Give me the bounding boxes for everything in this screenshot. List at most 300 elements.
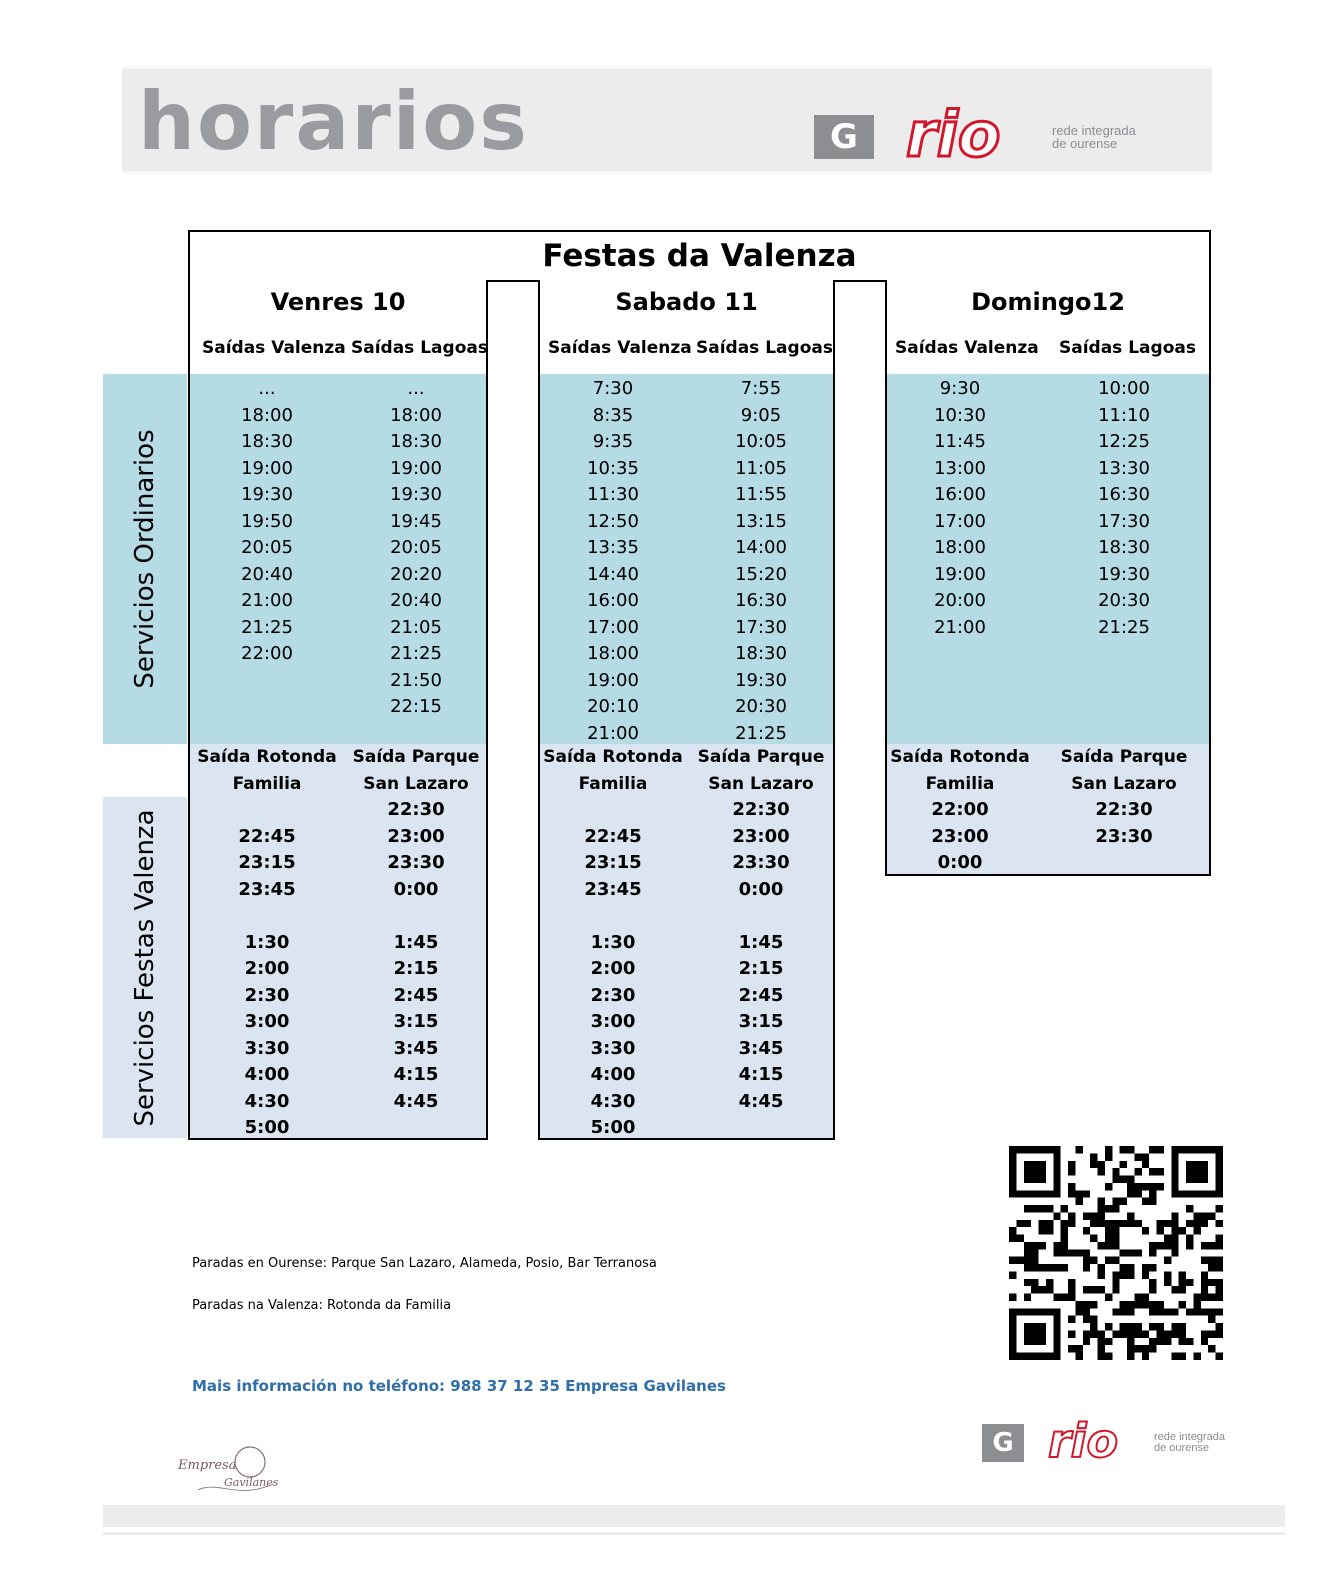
qr-module [1039,1205,1046,1212]
qr-module [1031,1205,1038,1212]
time-cell: 3:45 [738,1037,784,1059]
qr-module [1009,1353,1061,1360]
qr-module [1216,1279,1223,1286]
time-cell: 13:30 [1098,457,1150,479]
qr-module [1009,1235,1016,1242]
time-cell: 16:00 [587,590,639,611]
qr-module [1164,1308,1171,1315]
qr-module [1120,1330,1127,1337]
qr-module [1105,1257,1112,1264]
qr-module [1142,1183,1149,1190]
time-cell: 10:05 [735,431,787,452]
qr-module [1127,1190,1134,1197]
qr-module [1068,1168,1075,1175]
qr-module [1083,1190,1090,1197]
qr-module [1098,1205,1105,1212]
qr-module [1142,1161,1149,1168]
qr-module [1083,1257,1090,1264]
time-cell: 23:30 [387,852,445,873]
qr-module [1149,1308,1156,1315]
qr-module [1157,1323,1164,1330]
qr-module [1149,1242,1156,1249]
qr-module [1024,1323,1046,1345]
qr-module [1009,1146,1016,1198]
qr-module [1171,1146,1178,1198]
qr-module [1090,1220,1097,1227]
qr-module [1193,1308,1200,1315]
festas-header-rotonda: Saída Rotonda Familia [543,747,683,794]
rio-sub-line1: rede integrada [1052,123,1136,138]
day-name: Venres 10 [270,288,406,316]
qr-module [1164,1235,1171,1242]
qr-module [1127,1183,1134,1190]
time-cell: 21:00 [241,590,293,611]
qr-module [1046,1286,1053,1293]
qr-module [1208,1212,1215,1219]
time-cell: 9:05 [740,404,782,426]
qr-module [1112,1205,1119,1212]
qr-module [1098,1198,1105,1205]
time-cell: 21:25 [1098,616,1150,638]
rio-footer-sub-line2: de ourense [1154,1442,1210,1454]
qr-module [1120,1301,1127,1308]
qr-module [1127,1353,1134,1360]
time-cell: 17:00 [587,616,639,638]
qr-module [1164,1242,1171,1249]
qr-module [1031,1264,1038,1271]
time-cell: 13:00 [934,457,986,479]
qr-module [1179,1323,1186,1330]
qr-module [1134,1220,1141,1227]
qr-module [1157,1338,1164,1345]
qr-module [1216,1323,1223,1330]
time-cell: 12:50 [587,510,639,532]
side-label-ordinary: Servicios Ordinarios [130,429,160,689]
qr-module [1127,1330,1134,1337]
time-cell: 20:20 [390,563,442,585]
qr-module [1053,1146,1060,1198]
qr-module [1171,1308,1178,1315]
time-cell: 7:55 [740,378,782,399]
time-cell: 18:30 [241,431,293,452]
column-header-valenza: Saídas Valenza [548,338,692,358]
qr-module [1098,1330,1105,1337]
day-header [887,280,1209,372]
qr-module [1039,1227,1046,1234]
time-cell: 18:00 [587,643,639,664]
qr-module [1090,1301,1097,1308]
qr-module [1105,1235,1112,1242]
qr-module [1053,1242,1060,1249]
qr-module [1098,1286,1105,1293]
qr-module [1193,1301,1200,1308]
qr-module [1009,1294,1016,1301]
qr-module [1208,1345,1215,1352]
qr-module [1201,1279,1208,1286]
qr-module [1120,1176,1127,1183]
time-cell: 10:35 [587,457,639,479]
qr-module [1120,1271,1127,1278]
column-header-valenza: Saídas Valenza [895,338,1039,358]
time-cell: 12:25 [1098,431,1150,452]
qr-module [1083,1249,1090,1256]
qr-module [1098,1271,1105,1278]
qr-module [1112,1242,1119,1249]
qr-module [1112,1271,1119,1278]
qr-module [1061,1227,1068,1234]
time-cell: ... [407,378,425,399]
time-cell: 4:30 [244,1090,290,1112]
qr-module [1068,1190,1075,1197]
qr-module [1068,1286,1075,1293]
qr-module [1098,1345,1105,1352]
time-cell: 0:00 [738,878,784,900]
time-cell: 14:00 [735,537,787,558]
time-cell: 14:40 [587,563,639,585]
time-cell: 3:30 [590,1037,636,1059]
qr-module [1075,1190,1082,1197]
qr-module [1024,1279,1031,1286]
time-cell: 23:30 [1095,825,1153,847]
column-header-valenza: Saídas Valenza [202,338,346,358]
qr-module [1039,1264,1046,1271]
qr-module [1127,1146,1134,1153]
qr-module [1201,1294,1208,1301]
qr-module [1149,1338,1156,1345]
qr-module [1016,1235,1023,1242]
time-cell: 21:50 [390,669,442,691]
qr-module [1216,1257,1223,1264]
qr-module [1112,1176,1119,1183]
qr-module [1127,1176,1134,1183]
qr-module [1201,1338,1208,1345]
time-cell: 16:30 [735,590,787,611]
qr-module [1120,1146,1127,1153]
day-block-venres [188,280,488,1140]
qr-module [1098,1264,1105,1271]
time-cell: 19:50 [241,510,293,532]
page-title: horarios [138,75,529,168]
qr-module [1061,1294,1068,1301]
time-cell: 3:00 [244,1011,290,1032]
qr-module [1216,1242,1223,1249]
qr-module [1075,1249,1082,1256]
side-label-festas-box [103,797,187,1138]
festas-header-parque: Saída Parque San Lazaro [697,747,825,794]
qr-module [1164,1271,1171,1278]
time-cell: 10:30 [934,404,986,426]
qr-module [1068,1183,1075,1190]
qr-module [1134,1323,1141,1330]
qr-module [1068,1212,1075,1219]
qr-module [1105,1294,1112,1301]
qr-module [1105,1323,1112,1330]
time-cell: 19:45 [390,510,442,532]
time-cell: 19:30 [735,669,787,691]
qr-module [1098,1338,1105,1345]
time-cell: 9:35 [592,431,634,452]
time-cell: 21:00 [934,616,986,638]
time-cell: 5:00 [244,1117,290,1138]
qr-module [1186,1338,1193,1345]
qr-module [1171,1146,1223,1153]
qr-module [1105,1338,1112,1345]
time-cell: 18:30 [390,431,442,452]
qr-module [1134,1190,1141,1197]
qr-module [1039,1220,1046,1227]
time-cell: 19:00 [241,457,293,479]
qr-module [1171,1353,1178,1360]
qr-module [1031,1249,1038,1256]
signature-line1: Empresa [178,1458,237,1473]
qr-module [1171,1286,1178,1293]
time-cell: 20:30 [735,696,787,717]
qr-module [1009,1308,1016,1360]
time-cell: 3:30 [244,1037,290,1059]
qr-module [1208,1294,1215,1301]
qr-module [1134,1330,1141,1337]
footer-line [103,1532,1285,1535]
qr-module [1134,1345,1141,1352]
qr-module [1193,1227,1200,1234]
time-cell: 21:00 [587,722,639,744]
qr-module [1083,1316,1090,1323]
qr-module [1061,1220,1068,1227]
info-phone-line: Mais información no teléfono: 988 37 12 35 Empresa Gavilanes [192,1377,726,1395]
qr-module [1046,1264,1053,1271]
qr-module [1201,1212,1208,1219]
qr-module [1112,1286,1119,1293]
qr-module [1068,1220,1075,1227]
time-cell: 17:00 [934,510,986,532]
qr-module [1157,1220,1164,1227]
qr-module [1024,1264,1031,1271]
qr-module [1046,1205,1053,1212]
time-cell: 4:00 [244,1064,290,1085]
qr-module [1098,1168,1105,1175]
time-cell: 22:00 [241,643,293,664]
qr-module [1112,1330,1119,1337]
qr-module [1053,1249,1060,1256]
qr-module [1024,1220,1031,1227]
time-cell: 21:25 [735,722,787,744]
time-cell: 23:30 [732,852,790,873]
time-cell: 19:30 [1098,563,1150,585]
qr-module [1216,1235,1223,1242]
qr-module [1186,1205,1193,1212]
qr-module [1120,1220,1127,1227]
qr-module [1164,1279,1171,1286]
qr-module [1134,1168,1141,1175]
time-cell: 2:30 [590,984,636,1006]
time-cell: 22:45 [238,825,296,847]
time-cell: 4:45 [393,1090,439,1112]
day-block-domingo [885,280,1211,876]
qr-module [1024,1294,1031,1301]
qr-module [1090,1161,1097,1168]
qr-module [1053,1308,1060,1360]
qr-module [1216,1330,1223,1337]
qr-module [1193,1294,1200,1301]
qr-module [1083,1338,1090,1345]
qr-module [1009,1146,1061,1153]
time-cell: 11:05 [735,457,787,479]
time-cell: 18:30 [735,643,787,664]
qr-module [1201,1242,1208,1249]
time-cell: ... [258,378,276,399]
qr-module [1179,1301,1186,1308]
qr-module [1024,1249,1031,1256]
time-cell: 22:45 [584,825,642,847]
qr-module [1016,1220,1023,1227]
qr-module [1068,1316,1075,1323]
qr-module [1134,1249,1141,1256]
time-cell: 1:30 [244,931,290,953]
qr-module [1105,1242,1112,1249]
footer-bar [103,1505,1285,1527]
time-cell: 5:00 [590,1117,636,1138]
qr-module [1134,1294,1141,1301]
time-cell: 20:00 [934,590,986,611]
qr-module [1024,1257,1031,1264]
qr-module [1142,1330,1149,1337]
qr-module [1024,1161,1046,1183]
qr-module [1127,1220,1134,1227]
time-cell: 11:55 [735,484,787,505]
qr-module [1098,1353,1105,1360]
time-cell: 19:30 [241,484,293,505]
qr-module [1031,1257,1038,1264]
column-header-lagoas: Saídas Lagoas [696,338,833,358]
qr-module [1120,1198,1127,1205]
qr-module [1075,1301,1082,1308]
qr-module [1142,1271,1149,1278]
qr-module [1216,1205,1223,1212]
qr-module [1090,1235,1097,1242]
qr-module [1157,1146,1164,1153]
qr-module [1105,1146,1112,1153]
qr-module [1142,1198,1149,1205]
qr-module [1157,1227,1164,1234]
time-cell: 17:30 [1098,510,1150,532]
qr-module [1142,1345,1149,1352]
qr-module [1090,1153,1097,1160]
qr-module [1053,1264,1060,1271]
qr-module [1068,1161,1075,1168]
time-cell: 15:20 [735,563,787,585]
time-cell: 21:25 [390,643,442,664]
time-cell: 0:00 [937,852,983,873]
gavilanes-logo-footer-icon: G [982,1424,1024,1462]
qr-module [1134,1153,1141,1160]
time-cell: 23:15 [584,852,642,873]
qr-module [1031,1286,1038,1293]
qr-module [1098,1242,1105,1249]
qr-module [1201,1286,1208,1293]
time-cell: 23:45 [238,878,296,900]
qr-module [1171,1220,1178,1227]
qr-module [1149,1168,1156,1175]
time-cell: 17:30 [735,616,787,638]
qr-module [1134,1183,1141,1190]
qr-module [1105,1353,1112,1360]
qr-module [1149,1249,1156,1256]
time-cell: 11:45 [934,431,986,452]
qr-module [1083,1264,1090,1271]
time-cell: 18:00 [241,404,293,426]
qr-module [1112,1227,1119,1234]
qr-module [1061,1249,1068,1256]
qr-module [1157,1308,1164,1315]
time-cell: 2:45 [393,984,439,1006]
qr-module [1149,1264,1156,1271]
qr-module [1149,1146,1156,1153]
qr-module [1142,1153,1149,1160]
qr-module [1098,1161,1105,1168]
qr-module [1098,1212,1105,1219]
qr-module [1142,1294,1149,1301]
day-header [540,280,833,372]
day-header [190,280,486,372]
qr-module [1186,1161,1208,1183]
qr-module [1171,1212,1178,1219]
gavilanes-signature-logo [178,1440,288,1504]
time-cell: 11:30 [587,484,639,505]
time-cell: 9:30 [939,378,981,399]
qr-module [1186,1235,1193,1242]
rio-logo-subtitle [1052,124,1136,150]
qr-code-icon[interactable] [1006,1146,1226,1360]
qr-module [1127,1249,1134,1256]
qr-module [1186,1220,1193,1227]
time-cell: 2:45 [738,984,784,1006]
qr-module [1120,1264,1127,1271]
qr-module [1164,1330,1171,1337]
qr-module [1216,1308,1223,1315]
time-cell: 0:00 [393,878,439,900]
rio-logo: rio [906,98,1001,171]
time-cell: 23:00 [732,825,790,847]
time-cell: 7:30 [592,378,634,399]
qr-module [1179,1330,1186,1337]
qr-module [1068,1279,1075,1286]
qr-module [1216,1353,1223,1360]
qr-module [1105,1153,1112,1160]
qr-module [1171,1190,1223,1197]
time-cell: 4:00 [590,1064,636,1085]
qr-module [1186,1242,1193,1249]
time-cell: 22:15 [390,696,442,717]
qr-module [1201,1220,1208,1227]
time-cell: 2:15 [393,958,439,979]
qr-module [1090,1323,1097,1330]
qr-module [1112,1308,1119,1315]
qr-module [1171,1235,1178,1242]
qr-module [1112,1235,1119,1242]
time-cell: 23:45 [584,878,642,900]
qr-module [1149,1183,1156,1190]
qr-module [1127,1301,1134,1308]
column-header-lagoas: Saídas Lagoas [351,338,488,358]
qr-module [1090,1286,1097,1293]
qr-module [1157,1183,1164,1190]
qr-module [1075,1308,1082,1315]
time-cell: 18:00 [934,537,986,558]
qr-module [1127,1308,1134,1315]
time-cell: 21:05 [390,616,442,638]
time-cell: 19:00 [587,669,639,691]
qr-module [1164,1220,1171,1227]
